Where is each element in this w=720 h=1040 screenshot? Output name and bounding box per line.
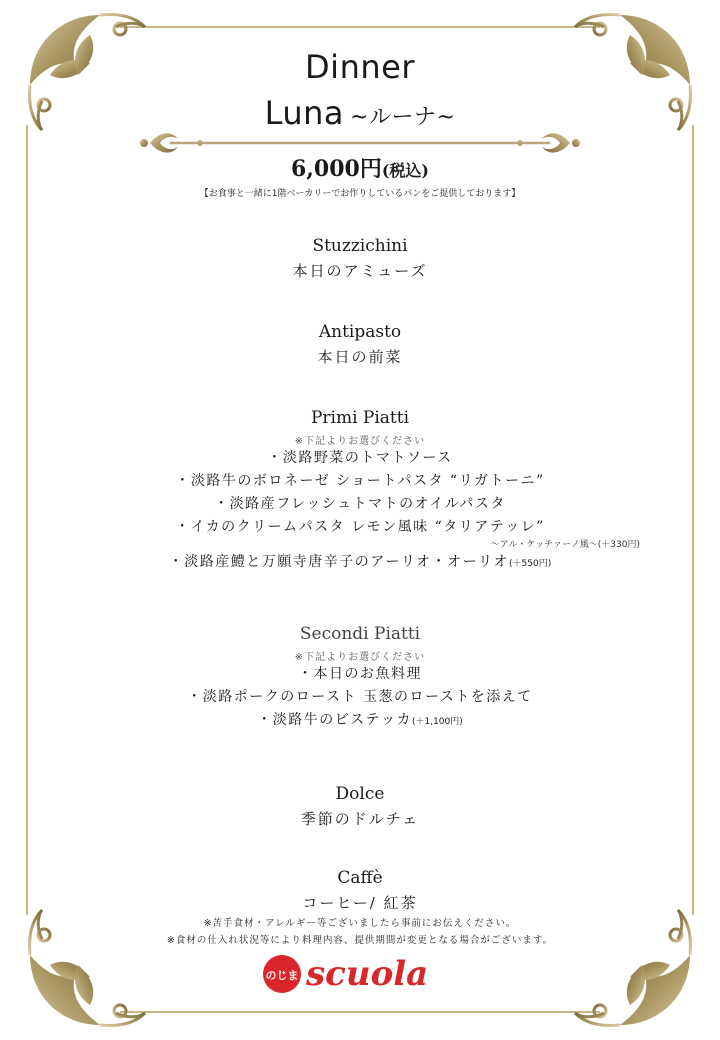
page-title: Dinner	[305, 48, 415, 86]
course-caffe	[0, 868, 720, 913]
course-stuzzichini	[0, 236, 720, 281]
course-dolce	[0, 784, 720, 829]
bread-note: 【お食事と一緒に1階ベーカリーでお作りしているパンをご提供しております】	[199, 189, 521, 199]
menu-item-label: ・淡路牛のビステッカ	[257, 712, 412, 728]
course-title: Antipasto	[318, 322, 402, 342]
menu-item-label: ・淡路産鱧と万願寺唐辛子のアーリオ・オーリオ	[168, 554, 510, 570]
supply-note: ※食材の仕入れ状況等により料理内容、提供期間が変更となる場合がございます。	[166, 935, 554, 946]
course-secondi	[0, 624, 720, 734]
course-item: コーヒー/ 紅茶	[302, 894, 418, 912]
menu-item: ・イカのクリームパスタ レモン風味 “タリアテッレ”	[175, 519, 545, 535]
course-item: 本日の前菜	[317, 348, 403, 366]
subtitle-kana: ~ルーナ~	[350, 105, 456, 130]
course-title: Primi Piatti	[310, 408, 410, 428]
logo-graphic	[260, 952, 460, 996]
menu-item: ・本日のお魚料理	[298, 666, 422, 682]
logo-text: scuola	[306, 954, 429, 994]
course-price	[0, 152, 720, 183]
menu-item: ・淡路産フレッシュトマトのオイルパスタ	[214, 496, 506, 512]
menu-item	[0, 709, 720, 734]
course-title: Dolce	[335, 784, 385, 804]
menu-item-surcharge: (＋1,100円)	[411, 717, 463, 727]
course-item: 季節のドルチェ	[300, 810, 420, 828]
course-title: Caffè	[337, 868, 383, 888]
scuola-logo	[0, 952, 720, 1000]
menu-item	[0, 551, 720, 576]
course-antipasto	[0, 322, 720, 367]
course-primi	[0, 408, 720, 576]
course-item: 本日のアミューズ	[292, 262, 428, 280]
menu-item: ・淡路野菜のトマトソース	[267, 450, 453, 466]
price-amount: 6,000円	[290, 156, 382, 182]
menu-item: ・淡路ポークのロースト 玉葱のローストを添えて	[187, 689, 533, 705]
price-tax-note: (税込)	[381, 161, 430, 180]
menu-item-surcharge: (＋550円)	[509, 559, 552, 569]
svg-text:のじま: のじま	[265, 969, 299, 982]
menu-item: ・淡路牛のボロネーゼ ショートパスタ “リガトーニ”	[175, 473, 545, 489]
allergy-note: ※苦手食材・アレルギー等ございましたら事前にお伝えください。	[203, 918, 517, 929]
page-subtitle	[0, 94, 720, 132]
choose-note: ※下記よりお選びください	[294, 436, 426, 447]
course-title: Stuzzichini	[312, 236, 408, 256]
subtitle-main: Luna	[264, 94, 345, 132]
course-title: Secondi Piatti	[299, 624, 421, 644]
menu-item-note: 〜アル・ケッチァーノ風〜(＋330円)	[490, 540, 640, 550]
choose-note: ※下記よりお選びください	[294, 652, 426, 663]
